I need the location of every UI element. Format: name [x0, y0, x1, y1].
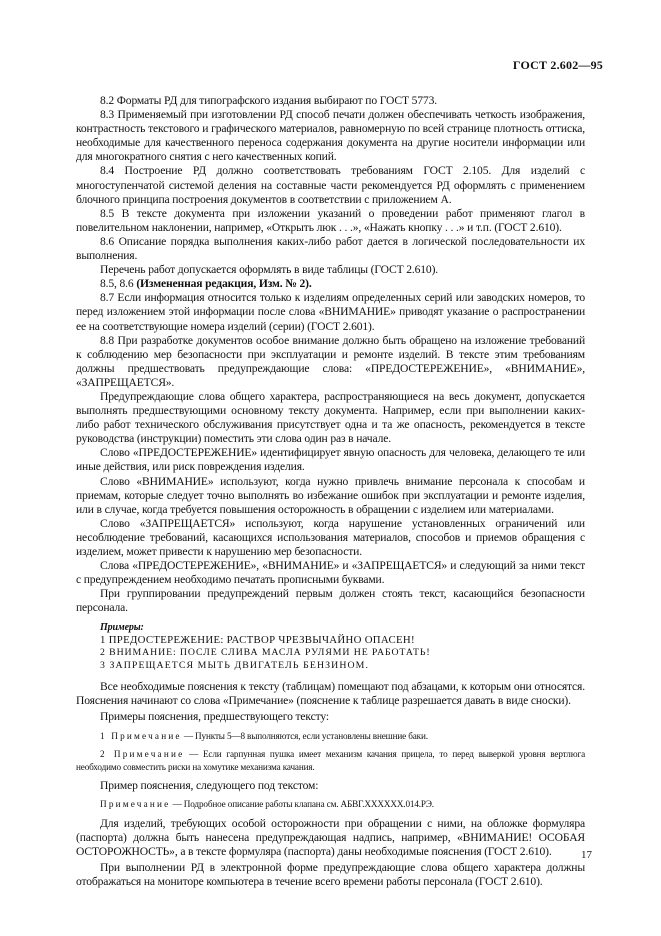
page-header-standard-id: ГОСТ 2.602—95	[512, 58, 603, 72]
note-2-text: — Если гарпунная пушка имеет механизм качания прицела, то перед выверкой уровня вертлюга необходимо совместить риски на хомутике механизма качания.	[76, 749, 585, 772]
paragraph-amendment-note	[76, 277, 585, 291]
page-number: 17	[581, 849, 592, 861]
paragraph-8-3: 8.3 Применяемый при изготовлении РД способ печати должен обеспечивать четкость изображения, контрастность текстового и графического материалов, равномерную по всей странице плотность оттиска, необходимые для качественного переноса содержания документа на другие носители информации или для многократного снятия с него качественных копий.	[76, 108, 585, 164]
paragraph-8-8: 8.8 При разработке документов особое внимание должно быть обращено на изложение требований к соблюдению мер безопасности при эксплуатации и ремонте изделий. В тексте этим требованиям должны предшествовать предупреждающие слова: «ПРЕДОСТЕРЕЖЕНИЕ», «ВНИМАНИЕ», «ЗАПРЕЩАЕТСЯ».	[76, 333, 585, 389]
paragraph-8-6-table-note: Перечень работ допускается оформлять в виде таблицы (ГОСТ 2.610).	[100, 263, 439, 277]
paragraph-8-7: 8.7 Если информация относится только к изделиям определенных серий или заводских номеров, то перед изложением этой информации после слова «ВНИМАНИЕ» приводят указание о распространении ее на соответствующие номера изделий (серии) (ГОСТ 2.601).	[76, 291, 585, 333]
paragraph-8-5: 8.5 В тексте документа при изложении указаний о проведении работ применяют глагол в повелительном наклонении, например, «Открыть люк . . .», «Нажать кнопку . . .» и т.п. (ГОСТ 2.610).	[76, 206, 585, 234]
note-1	[76, 730, 585, 743]
paragraph-8-2: 8.2 Форматы РД для типографского издания выбирают по ГОСТ 5773.	[100, 94, 437, 107]
paragraph-following-example-heading: Пример пояснения, следующего под текстом:	[100, 779, 319, 793]
examples-heading: Примеры:	[100, 622, 144, 634]
paragraph-electronic-form: При выполнении РД в электронной форме предупреждающие слова общего характера должны отображаться на мониторе компьютера в течение всего времени работы персонала (ГОСТ 2.610).	[76, 860, 585, 888]
note-3-text: — Подробное описание работы клапана см. АБВГ.XXXXXX.014.РЭ.	[170, 799, 434, 810]
paragraph-uppercase-rule: Слова «ПРЕДОСТЕРЕЖЕНИЕ», «ВНИМАНИЕ» и «ЗАПРЕЩАЕТСЯ» и следующий за ними текст с предупреждением необходимо печатать прописными буквами.	[76, 559, 585, 587]
paragraph-8-6: 8.6 Описание порядка выполнения каких-либо работ дается в логической последовательности их выполнения.	[76, 234, 585, 263]
paragraph-special-care-label: Для изделий, требующих особой осторожности при обращении с ними, на обложке формуляра (паспорта) должна быть нанесена предупреждающая надпись, например, «ВНИМАНИЕ! ОСОБАЯ ОСТОРОЖНОСТЬ», а в тексте формуляра (паспорта) даны необходимые пояснения (ГОСТ 2.610).	[76, 816, 585, 858]
note-2	[76, 748, 585, 773]
note-1-label: 1 Примечание	[100, 730, 182, 741]
example-item: 1 ПРЕДОСТЕРЕЖЕНИЕ: РАСТВОР ЧРЕЗВЫЧАЙНО ОПАСЕН!	[100, 634, 415, 647]
paragraph-explanations-intro: Все необходимые пояснения к тексту (таблицам) помещают под абзацами, к которым они относятся. Пояснения начинают со слова «Примечание» (пояснение к таблице разрешается давать в виде сноски).	[76, 680, 585, 708]
example-item: 3 ЗАПРЕЩАЕТСЯ МЫТЬ ДВИГАТЕЛЬ БЕНЗИНОМ.	[100, 659, 370, 671]
amendment-clause-numbers: 8.5, 8.6	[100, 277, 137, 291]
paragraph-attention-word: Слово «ВНИМАНИЕ» используют, когда нужно привлечь внимание персонала к способам и приемам, которые следует точно выполнять во избежание ошибок при эксплуатации и ремонте изделия, или в случае, когда требуется повышения осторожность в обращении с изделием или материалами.	[76, 474, 585, 516]
paragraph-grouping-rule: При группировании предупреждений первым должен стоять текст, касающийся безопасности персонала.	[76, 587, 585, 615]
page-body	[76, 94, 585, 889]
paragraph-8-4: 8.4 Построение РД должно соответствовать требованиям ГОСТ 2.105. Для изделий с многоступенчатой системой деления на составные части рекомендуется РД оформлять с применением блочного принципа построения документов в соответствии с приложением А.	[76, 164, 585, 206]
paragraph-general-warnings: Предупреждающие слова общего характера, распространяющиеся на весь документ, допускается выполнять предшествующими основному тексту документа. Например, если при выполнении каких-либо работ технического обслуживания присутствует одна и та же опасность, рекомендуется в тексте руководства (инструкции) поместить эти слова один раз в начале.	[76, 389, 585, 446]
paragraph-preceding-examples-heading: Примеры пояснения, предшествующего тексту:	[100, 710, 329, 724]
amendment-text: (Измененная редакция, Изм. № 2).	[136, 277, 312, 291]
note-3-label: Примечание	[100, 799, 171, 810]
paragraph-prohibited-word: Слово «ЗАПРЕЩАЕТСЯ» используют, когда нарушение установленных ограничений или несоблюдение требований, касающихся использования материалов, способов и приемов обращения с изделием, может привести к нарушению мер безопасности.	[76, 516, 585, 558]
note-1-text: — Пункты 5—8 выполняются, если установлены внешние баки.	[181, 730, 428, 741]
note-2-label: 2 Примечание	[100, 749, 185, 760]
note-3	[76, 798, 585, 811]
example-item: 2 ВНИМАНИЕ: ПОСЛЕ СЛИВА МАСЛА РУЛЯМИ НЕ РАБОТАТЬ!	[100, 647, 431, 659]
paragraph-caution-word: Слово «ПРЕДОСТЕРЕЖЕНИЕ» идентифицирует явную опасность для человека, делающего те или иные действия, или риск повреждения изделия.	[76, 446, 585, 474]
